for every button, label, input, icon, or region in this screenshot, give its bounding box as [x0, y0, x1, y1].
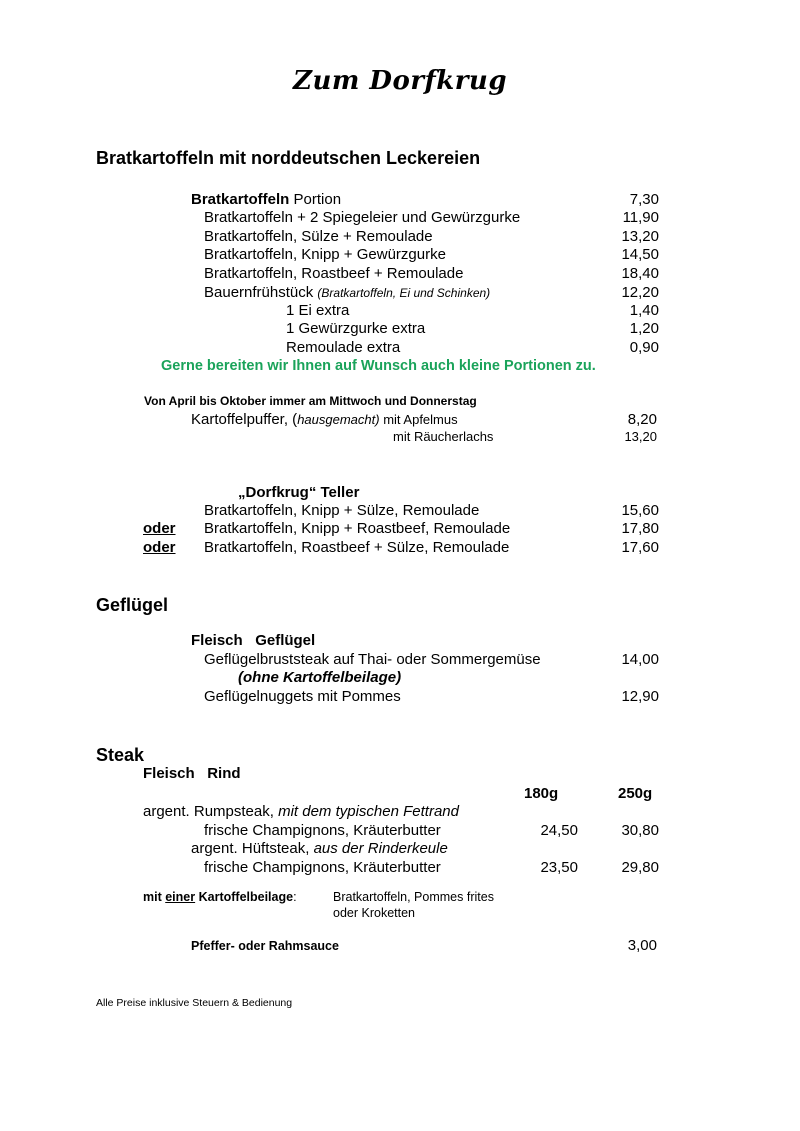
menu-item-raeucherlachs: mit Räucherlachs	[393, 429, 494, 444]
side-dish-colon: :	[293, 890, 297, 904]
section-heading-bratkartoffeln: Bratkartoffeln mit norddeutschen Leckereien	[96, 148, 481, 168]
section-heading-steak: Steak	[96, 745, 145, 765]
price: 17,60	[621, 539, 659, 556]
item-name: argent. Hüftsteak,	[191, 840, 314, 857]
menu-item: Geflügelnuggets mit Pommes	[204, 688, 401, 705]
price: 14,50	[621, 246, 659, 263]
section-heading-gefluegel: Geflügel	[96, 595, 169, 615]
poultry-subheading: Fleisch Geflügel	[191, 632, 316, 649]
item-note: hausgemacht)	[297, 412, 380, 427]
column-header-250g: 250g	[618, 785, 653, 802]
side-dish-label-b: einer	[165, 890, 196, 904]
menu-item: Bratkartoffeln, Knipp + Gewürzgurke	[204, 246, 446, 263]
item-name-bold: Bratkartoffeln	[191, 191, 290, 208]
item-name: Bauernfrühstück	[204, 284, 318, 301]
item-name-rest: Portion	[289, 191, 342, 208]
price: 0,90	[629, 339, 659, 356]
price: 12,90	[621, 688, 659, 705]
side-dish-label	[143, 891, 297, 904]
teller-heading: „Dorfkrug“ Teller	[238, 484, 360, 501]
side-dish-option: oder Kroketten	[333, 906, 415, 920]
price: 7,30	[629, 191, 659, 208]
menu-item-portion	[191, 192, 341, 207]
price: 14,00	[621, 651, 659, 668]
price-250g: 30,80	[621, 822, 659, 839]
extra-item: 1 Ei extra	[286, 302, 350, 319]
price-250g: 29,80	[621, 859, 659, 876]
steak-subheading: Fleisch Rind	[143, 765, 241, 782]
item-note: (ohne Kartoffelbeilage)	[238, 669, 402, 686]
small-portion-notice: Gerne bereiten wir Ihnen auf Wunsch auch kleine Portionen zu.	[161, 358, 596, 374]
price: 13,20	[621, 228, 659, 245]
item-side: frische Champignons, Kräuterbutter	[204, 859, 441, 876]
extra-item: 1 Gewürzgurke extra	[286, 320, 426, 337]
item-name: Kartoffelpuffer, (	[191, 411, 298, 428]
price: 11,90	[622, 209, 659, 226]
price: 13,20	[624, 429, 657, 444]
item-note: aus der Rinderkeule	[313, 840, 448, 857]
or-label: oder	[143, 520, 176, 537]
menu-item: Bratkartoffeln, Sülze + Remoulade	[204, 228, 433, 245]
item-name: argent. Rumpsteak,	[143, 803, 279, 820]
menu-item: Bratkartoffeln + 2 Spiegeleier und Gewürzgurke	[204, 209, 521, 226]
price: 17,80	[621, 520, 659, 537]
side-dish-option: Bratkartoffeln, Pommes frites	[333, 890, 494, 904]
sauce-item: Pfeffer- oder Rahmsauce	[191, 939, 339, 953]
price: 18,40	[621, 265, 659, 282]
menu-item: Geflügelbruststeak auf Thai- oder Sommergemüse	[204, 651, 541, 668]
menu-item: Bratkartoffeln, Roastbeef + Sülze, Remoulade	[204, 539, 510, 556]
extra-item: Remoulade extra	[286, 339, 401, 356]
side-dish-label-a: mit	[143, 890, 166, 904]
column-header-180g: 180g	[524, 785, 559, 802]
menu-item: Bratkartoffeln, Knipp + Roastbeef, Remoulade	[204, 520, 511, 537]
menu-item: Bratkartoffeln, Knipp + Sülze, Remoulade	[204, 502, 480, 519]
restaurant-title: Zum Dorfkrug	[292, 66, 507, 96]
item-name-rest: mit Apfelmus	[379, 412, 458, 427]
menu-item-hueftsteak	[191, 841, 448, 856]
item-note: mit dem typischen Fettrand	[278, 803, 459, 820]
menu-item: Bratkartoffeln, Roastbeef + Remoulade	[204, 265, 464, 282]
price-180g: 24,50	[540, 822, 578, 839]
item-note: (Bratkartoffeln, Ei und Schinken)	[317, 286, 491, 300]
price: 1,20	[629, 320, 659, 337]
price: 1,40	[629, 302, 659, 319]
item-side: frische Champignons, Kräuterbutter	[204, 822, 441, 839]
side-dish-label-c: Kartoffelbeilage	[195, 890, 294, 904]
price: 3,00	[627, 937, 657, 954]
menu-item-bauernfruehstueck	[204, 285, 490, 300]
menu-item-rumpsteak	[143, 804, 459, 819]
price: 15,60	[621, 502, 659, 519]
price: 8,20	[627, 411, 657, 428]
menu-item-kartoffelpuffer	[191, 412, 458, 427]
or-label: oder	[143, 539, 176, 556]
seasonal-heading: Von April bis Oktober immer am Mittwoch und Donnerstag	[144, 394, 477, 408]
price: 12,20	[621, 284, 659, 301]
price-180g: 23,50	[540, 859, 578, 876]
footer-note: Alle Preise inklusive Steuern & Bedienung	[96, 997, 293, 1009]
